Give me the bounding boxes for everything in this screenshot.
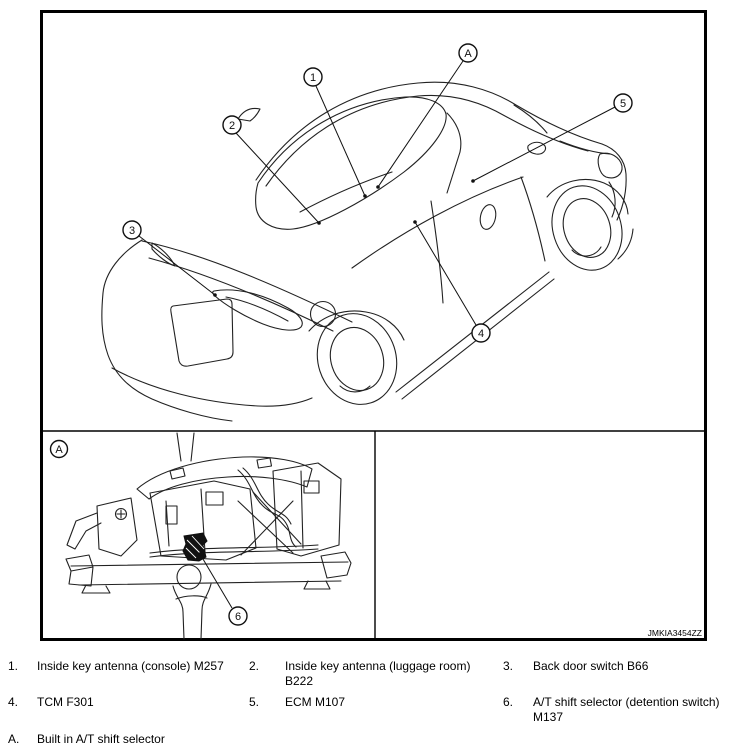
base-plate: [71, 562, 348, 585]
detention-switch-connector: [183, 533, 207, 561]
rear-rim-arc: [340, 386, 370, 392]
front-wheel-rim: [556, 192, 618, 263]
parcel-shelf-line: [300, 172, 392, 212]
callout-A-label: A: [464, 48, 472, 60]
right-bracket-line: [301, 471, 303, 548]
top-bracket-plate: [137, 457, 312, 499]
roof-antenna: [238, 108, 260, 121]
figure-frame: [41, 12, 706, 641]
legend-item-4-number: 4.: [8, 695, 19, 709]
lever-shaft-top: [177, 433, 194, 461]
bumper-lower-crease: [112, 368, 312, 406]
callout-A-detail: [51, 441, 68, 458]
callout-2-label: 2: [228, 120, 236, 132]
legend-item-A-text: Built in A/T shift selector: [37, 732, 165, 746]
callout-6-label: 6: [234, 611, 242, 623]
car-illustration: [102, 82, 633, 421]
roof-rail-line: [266, 95, 588, 186]
lower-shaft-right: [201, 584, 211, 639]
legend-item-6-number: 6.: [503, 695, 514, 709]
b-pillar-line: [447, 152, 460, 193]
legend-item-1: [8, 659, 242, 674]
legend-item-3-number: 3.: [503, 659, 514, 673]
fuel-filler-cap: [311, 302, 336, 327]
callout-1: [304, 68, 322, 86]
front-wheel-outer: [541, 177, 632, 280]
legend-item-A-number: A.: [8, 732, 20, 746]
base-right-foot: [321, 552, 351, 578]
legend-item-2: [249, 659, 491, 689]
bracket-tab-right: [257, 458, 272, 468]
hood-seam: [560, 141, 610, 154]
legend-item-5-text: ECM M107: [285, 695, 346, 709]
legend-item-3: [503, 659, 733, 674]
base-left-foot: [66, 555, 93, 586]
lower-shaft-shoulder: [176, 596, 207, 599]
legend-item-A: [8, 732, 297, 747]
legend-item-6: [503, 695, 741, 725]
callout-A-car: [459, 44, 477, 62]
callout-6: [229, 607, 247, 625]
figure-id: JMKIA3454ZZ: [647, 628, 702, 638]
detail-leader-lines: [198, 552, 232, 608]
callout-3-label: 3: [128, 225, 136, 237]
callout-3: [123, 221, 141, 239]
lower-shaft-left: [173, 586, 184, 639]
right-bracket: [273, 463, 341, 556]
legend-item-1-number: 1.: [8, 659, 19, 673]
cross-braces: [238, 492, 301, 555]
callout-4-label: 4: [477, 328, 485, 340]
legend-item-4: [8, 695, 242, 710]
shift-selector-detail-view: [66, 433, 351, 639]
headlight: [598, 153, 622, 178]
deck-edge-line: [142, 241, 352, 322]
callout-5-label: 5: [619, 98, 627, 110]
callout-5: [614, 94, 632, 112]
legend-item-2-text: Inside key antenna (luggage room) B222: [285, 659, 471, 688]
taillight-inner-line: [226, 297, 288, 321]
callout-4: [472, 324, 490, 342]
legend-item-2-number: 2.: [249, 659, 260, 673]
legend-item-5: [249, 695, 491, 710]
legend-item-3-text: Back door switch B66: [533, 659, 649, 673]
trunk-seam-line: [149, 258, 333, 331]
callout-1-label: 1: [309, 72, 317, 84]
housing-block-upper: [206, 492, 223, 505]
door-handle: [478, 203, 498, 231]
harness-along-base: [150, 545, 318, 557]
screw-cross: [117, 510, 125, 518]
left-bracket: [97, 498, 137, 556]
license-plate-recess: [171, 299, 233, 366]
quarter-glass-line: [447, 113, 461, 152]
legend-item-6-text: A/T shift selector (detention switch) M137: [533, 695, 720, 724]
legend-item-5-number: 5.: [249, 695, 260, 709]
base-pivot: [177, 565, 201, 589]
frame-border: [42, 12, 706, 640]
legend-item-4-text: TCM F301: [37, 695, 94, 709]
rear-wheel-rim: [322, 321, 391, 398]
callout-2: [223, 116, 241, 134]
left-support-arm: [67, 513, 101, 549]
front-bumper-lower: [618, 229, 633, 259]
legend-item-1-text: Inside key antenna (console) M257: [37, 659, 224, 673]
rear-body-edge: [102, 240, 232, 421]
door-front-edge: [521, 177, 545, 261]
rear-wheel-arch: [309, 311, 404, 340]
detail-section-label: A: [55, 444, 63, 456]
